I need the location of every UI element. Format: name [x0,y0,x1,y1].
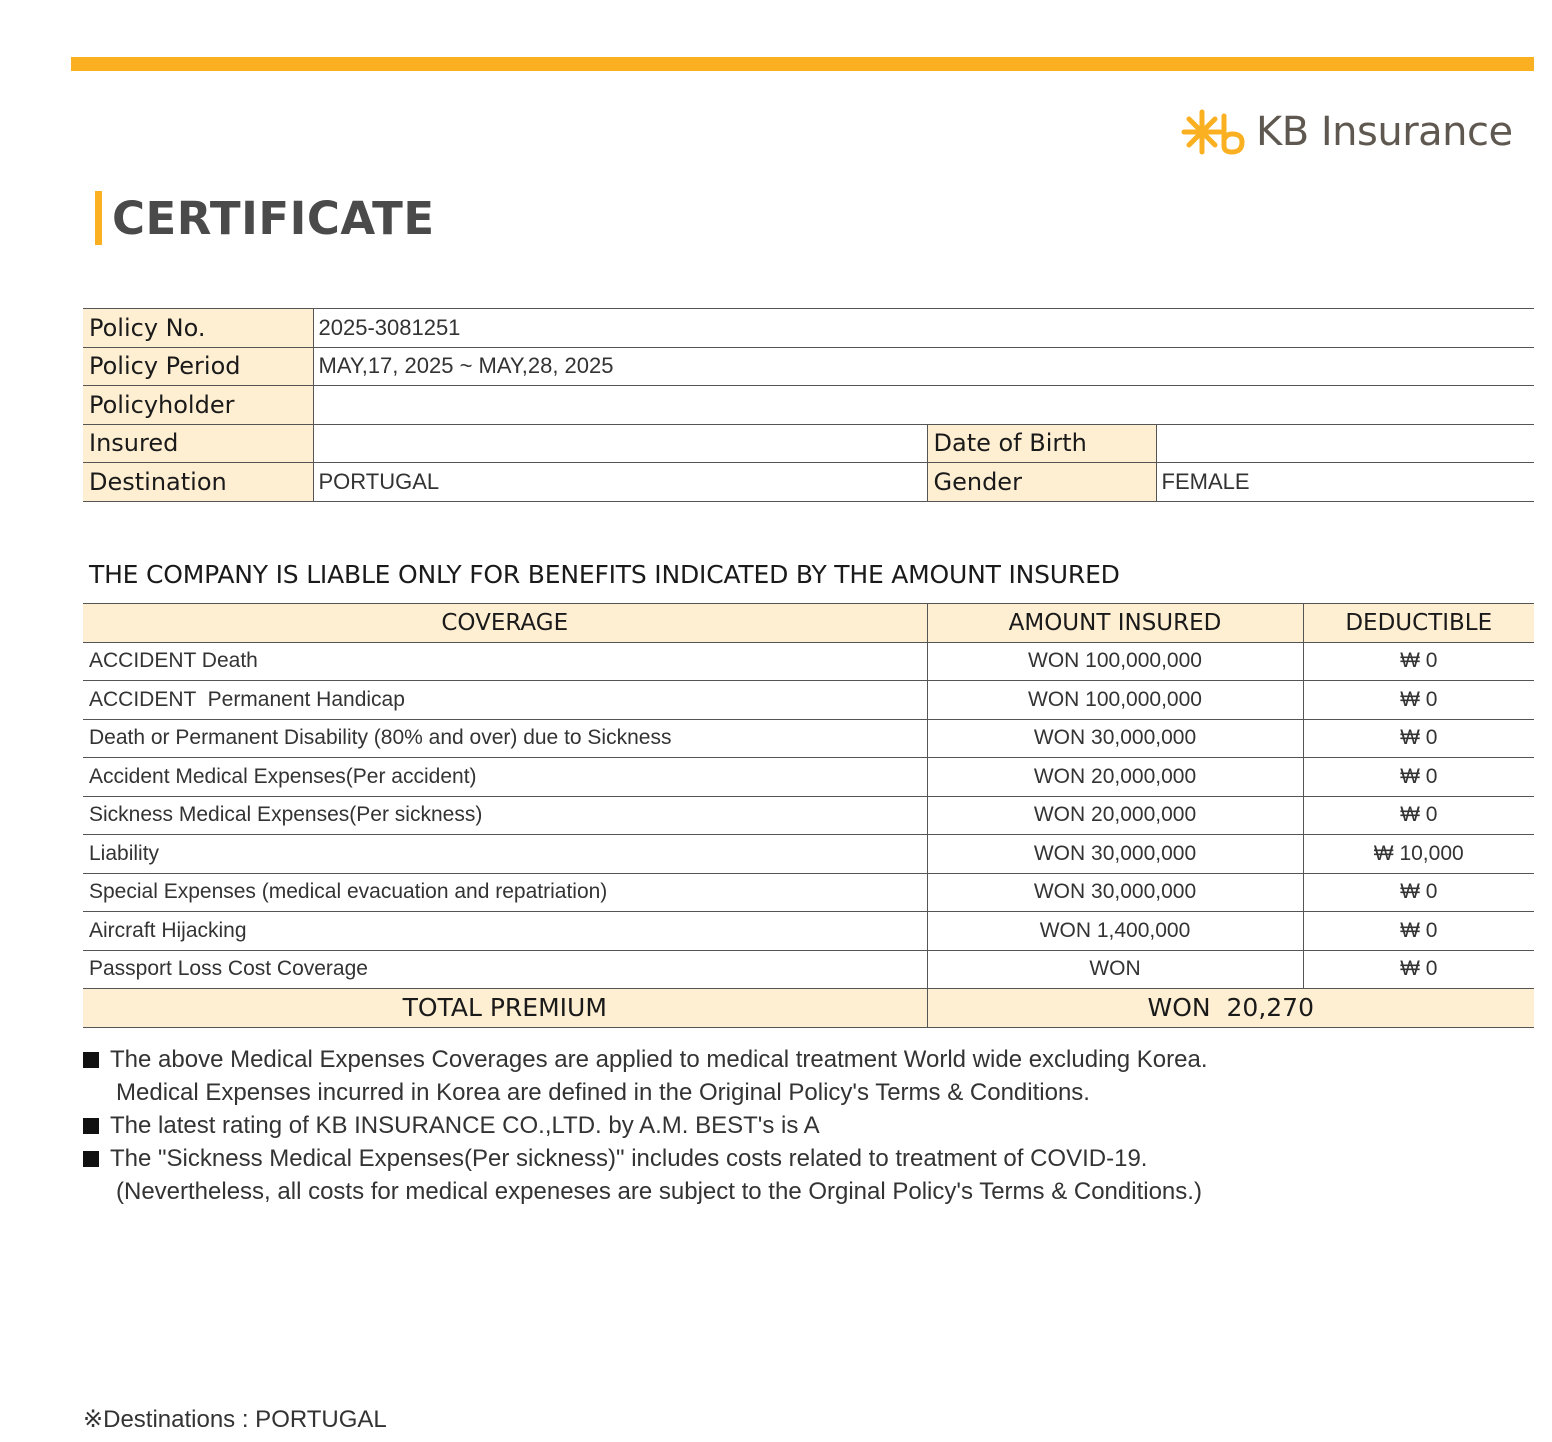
note-line: Medical Expenses incurred in Korea are defined in the Original Policy's Terms & Conditions. [116,1079,1090,1106]
square-bullet-icon [83,1151,99,1167]
policyholder-value [313,386,1534,425]
policy-period-label: Policy Period [83,347,313,386]
total-premium-row [83,989,1534,1028]
coverage-table [83,603,1534,1028]
note-line: The above Medical Expenses Coverages are applied to medical treatment World wide excluding Korea. [110,1046,1208,1073]
coverage-name: Special Expenses (medical evacuation and repatriation) [83,873,927,912]
deductible: ₩ 0 [1303,681,1534,720]
amount-insured: WON 100,000,000 [927,681,1303,720]
destination-row [83,463,1534,502]
coverage-name: ACCIDENT Death [83,642,927,681]
note-line: The latest rating of KB INSURANCE CO.,LTD. by A.M. BEST's is A [110,1112,820,1139]
title-text: CERTIFICATE [112,191,435,245]
policy-no-value: 2025-3081251 [313,309,1534,348]
note-item [83,1043,1523,1109]
logo-text: KB Insurance [1256,109,1513,155]
amount-column-header: AMOUNT INSURED [927,604,1303,643]
insured-row [83,424,1534,463]
table-row [83,642,1534,681]
coverage-name: Sickness Medical Expenses(Per sickness) [83,796,927,835]
dob-label: Date of Birth [927,424,1156,463]
note-line: (Nevertheless, all costs for medical expeneses are subject to the Orginal Policy's Terms & Conditions.) [116,1178,1202,1205]
gender-label: Gender [927,463,1156,502]
policy-no-row [83,309,1534,348]
coverage-name: Liability [83,835,927,874]
policy-no-label: Policy No. [83,309,313,348]
total-premium-label: TOTAL PREMIUM [83,989,927,1028]
amount-insured: WON 30,000,000 [927,873,1303,912]
coverage-name: ACCIDENT Permanent Handicap [83,681,927,720]
amount-insured: WON 30,000,000 [927,835,1303,874]
policy-period-value: MAY,17, 2025 ~ MAY,28, 2025 [313,347,1534,386]
insured-value [313,424,927,463]
square-bullet-icon [83,1118,99,1134]
table-row [83,796,1534,835]
table-row [83,950,1534,989]
table-row [83,912,1534,951]
policyholder-label: Policyholder [83,386,313,425]
coverage-column-header: COVERAGE [83,604,927,643]
deductible: ₩ 0 [1303,873,1534,912]
table-row [83,681,1534,720]
total-premium-value: WON 20,270 [927,989,1534,1028]
note-item [83,1109,1523,1142]
deductible: ₩ 0 [1303,796,1534,835]
amount-insured: WON 100,000,000 [927,642,1303,681]
deductible: ₩ 0 [1303,642,1534,681]
deductible: ₩ 0 [1303,719,1534,758]
policy-info-table [83,308,1534,502]
title-accent-bar [95,191,102,245]
coverage-name: Accident Medical Expenses(Per accident) [83,758,927,797]
destinations-footer: ※Destinations : PORTUGAL [83,1406,387,1433]
amount-insured: WON 20,000,000 [927,796,1303,835]
deductible: ₩ 10,000 [1303,835,1534,874]
amount-insured: WON 20,000,000 [927,758,1303,797]
coverage-name: Death or Permanent Disability (80% and over) due to Sickness [83,719,927,758]
document-title [95,190,435,246]
amount-insured: WON [927,950,1303,989]
kb-insurance-logo [1180,104,1513,160]
coverage-header-row [83,604,1534,643]
table-row [83,835,1534,874]
square-bullet-icon [83,1052,99,1068]
coverage-name: Passport Loss Cost Coverage [83,950,927,989]
note-item [83,1142,1523,1208]
policyholder-row [83,386,1534,425]
kb-star-icon [1180,106,1246,158]
destination-value: PORTUGAL [313,463,927,502]
policy-period-row [83,347,1534,386]
deductible-column-header: DEDUCTIBLE [1303,604,1534,643]
table-row [83,719,1534,758]
deductible: ₩ 0 [1303,950,1534,989]
amount-insured: WON 30,000,000 [927,719,1303,758]
table-row [83,758,1534,797]
notes-list [83,1043,1523,1208]
coverage-name: Aircraft Hijacking [83,912,927,951]
note-line: The "Sickness Medical Expenses(Per sickness)" includes costs related to treatment of COVID-19. [110,1145,1148,1172]
insured-label: Insured [83,424,313,463]
amount-insured: WON 1,400,000 [927,912,1303,951]
table-row [83,873,1534,912]
dob-value [1156,424,1534,463]
liability-notice: THE COMPANY IS LIABLE ONLY FOR BENEFITS INDICATED BY THE AMOUNT INSURED [89,560,1120,589]
deductible: ₩ 0 [1303,912,1534,951]
gender-value: FEMALE [1156,463,1534,502]
deductible: ₩ 0 [1303,758,1534,797]
destination-label: Destination [83,463,313,502]
top-accent-bar [71,57,1534,71]
